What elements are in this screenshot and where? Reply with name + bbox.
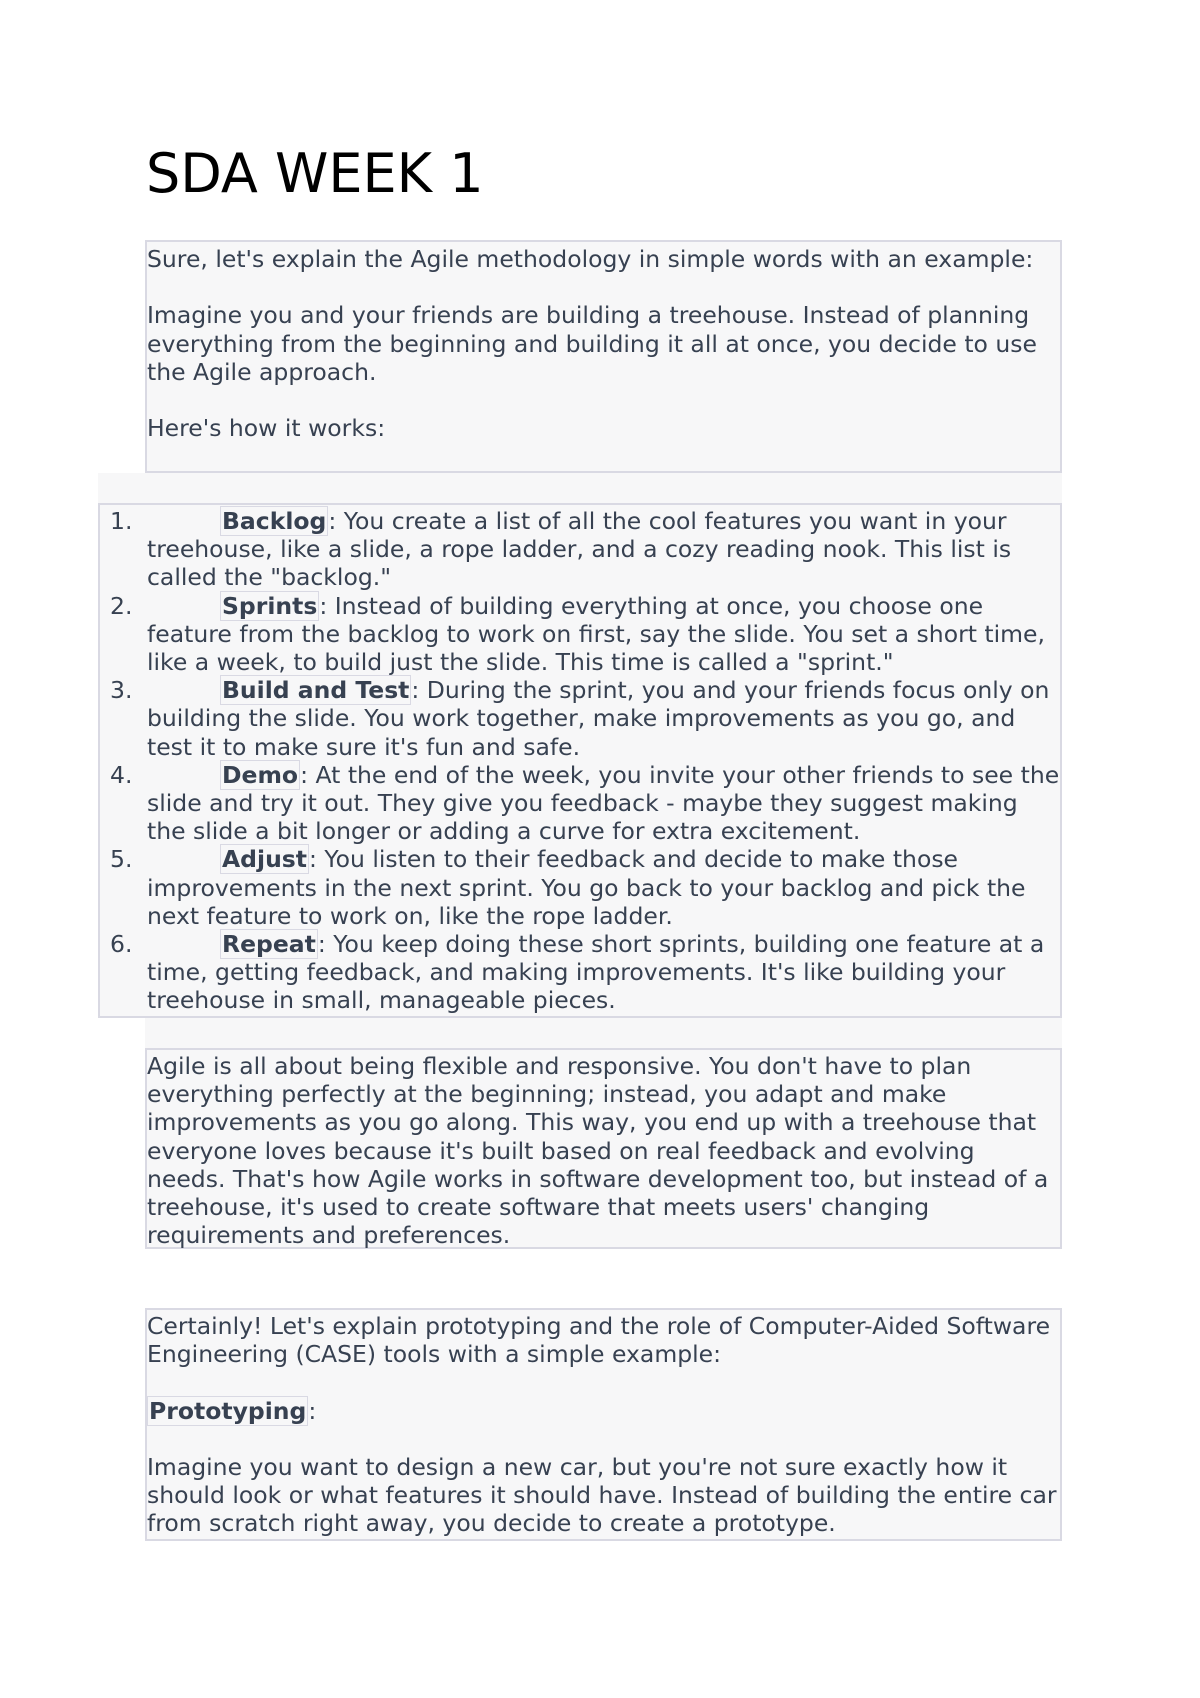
list-item — [100, 676, 1060, 761]
step-term: Build and Test — [222, 676, 410, 705]
list-number: 5. — [110, 845, 133, 874]
step-term: Backlog — [222, 507, 327, 535]
heading-colon: : — [308, 1396, 317, 1425]
list-number: 3. — [110, 676, 133, 705]
step-text: : You listen to their feedback and decide to make those improvements in the next sprint. You go back to your backlog and pick the next feature to work on, like the rope ladder. — [147, 845, 1026, 930]
page-title: SDA WEEK 1 — [146, 142, 484, 205]
list-item — [100, 507, 1060, 592]
step-term: Sprints — [222, 591, 318, 620]
step-term: Demo — [222, 760, 299, 789]
prototyping-intro: Certainly! Let's explain prototyping and the role of Computer-Aided Software Engineering (CASE) tools with a simple example: — [147, 1312, 1051, 1369]
step-term: Adjust — [222, 845, 308, 874]
list-number: 4. — [110, 760, 133, 789]
intro-block — [145, 240, 1062, 473]
steps-block — [98, 503, 1062, 1018]
prototyping-heading-line — [147, 1397, 1060, 1425]
step-text: : You create a list of all the cool features you want in your treehouse, like a slide, a rope ladder, and a cozy reading nook. This list is called the "backlog." — [147, 507, 1012, 592]
steps-list — [100, 507, 1060, 1015]
divider-strip — [98, 473, 1062, 503]
list-item — [100, 592, 1060, 677]
list-number: 1. — [110, 507, 133, 535]
step-text: : At the end of the week, you invite your other friends to see the slide and try it out. They give you feedback - maybe they suggest making the slide a bit longer or adding a curve for extra excitement. — [147, 760, 1060, 846]
list-item — [100, 761, 1060, 846]
step-text: : Instead of building everything at once, you choose one feature from the backlog to work on first, say the slide. You set a short time, like a week, to build just the slide. This time is called a "sprint." — [147, 591, 1045, 677]
prototyping-paragraph: Imagine you want to design a new car, but you're not sure exactly how it should look or what features it should have. Instead of building the entire car from scratch right away, you decide to create a prototype. — [147, 1452, 1057, 1538]
step-text: : During the sprint, you and your friends focus only on building the slide. You work together, make improvements as you go, and test it to make sure it's fun and safe. — [147, 676, 1050, 761]
step-text: : You keep doing these short sprints, building one feature at a time, getting feedback, and making improvements. It's like building your treehouse in small, manageable pieces. — [147, 930, 1045, 1015]
summary-paragraph: Agile is all about being flexible and responsive. You don't have to plan everything perfectly at the beginning; instead, you adapt and make improvements as you go along. This way, you end up with a treehouse that everyone loves because it's built based on real feedback and evolving needs. That's how Agile works in software development too, but instead of a treehouse, it's used to create software that meets users' changing requirements and preferences. — [147, 1052, 1049, 1250]
prototyping-block — [145, 1308, 1062, 1541]
divider-strip — [145, 1018, 1062, 1048]
list-number: 2. — [110, 591, 133, 620]
list-number: 6. — [110, 930, 133, 959]
intro-paragraph: Here's how it works: — [147, 414, 386, 443]
list-item — [100, 845, 1060, 930]
step-term: Repeat — [222, 930, 316, 959]
intro-paragraph: Imagine you and your friends are building a treehouse. Instead of planning everything from the beginning and building it all at once, you decide to use the Agile approach. — [147, 301, 1037, 386]
list-item — [100, 930, 1060, 1015]
summary-block — [145, 1048, 1062, 1249]
intro-paragraph: Sure, let's explain the Agile methodology in simple words with an example: — [147, 245, 1034, 273]
prototyping-heading: Prototyping — [149, 1396, 307, 1425]
